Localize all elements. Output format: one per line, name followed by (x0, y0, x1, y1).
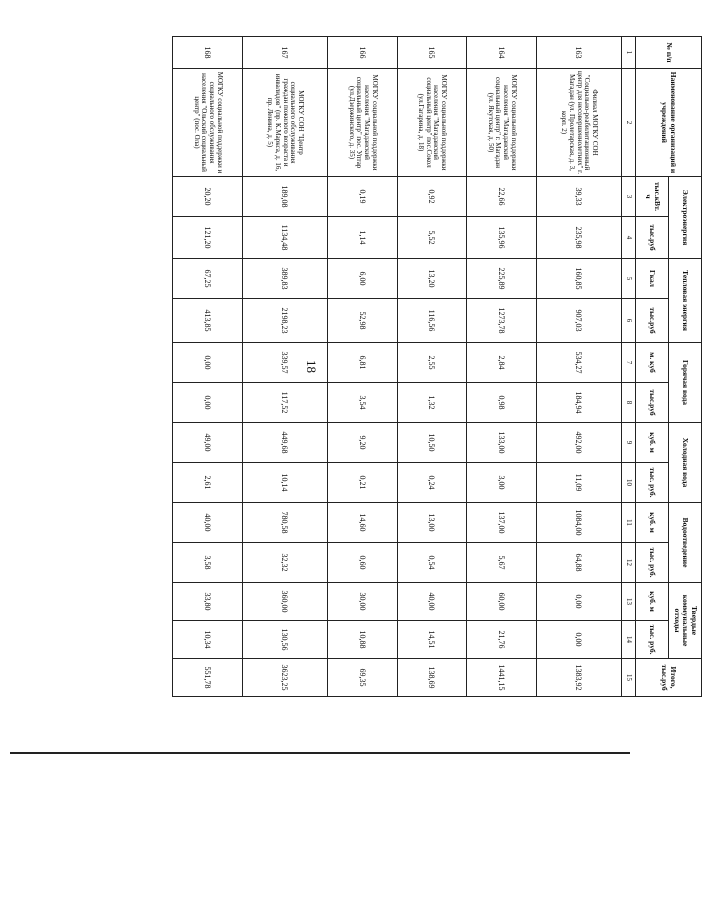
header-group: Электроэнергия (669, 177, 702, 259)
row-number: 168 (173, 37, 243, 69)
column-index-cell: 15 (622, 659, 636, 697)
value-cell: 1,32 (397, 383, 467, 423)
column-index-cell: 4 (622, 217, 636, 259)
utilities-table (172, 36, 702, 697)
value-cell: 492,00 (536, 423, 621, 463)
value-cell: 534,27 (536, 343, 621, 383)
header-num: № п/п (636, 37, 702, 69)
value-cell: 30,00 (327, 583, 397, 621)
value-cell: 0,54 (397, 543, 467, 583)
row-number: 166 (327, 37, 397, 69)
header-unit: куб. м (636, 583, 669, 621)
organization-name: Филиал МОГКУ СОН "Социально-реабилитационный центр для несовершеннолетних" г. Магадан (ул. Пролетарская, д. 3, корп. 2) (536, 69, 621, 177)
organization-name: МОГКУ СОН "Центр социального обслуживания граждан пожилого возраста и инвалидов" (пр. К.Маркса, д. 16, пр. Ленина, д. 5) (242, 69, 327, 177)
value-cell: 189,08 (242, 177, 327, 217)
value-cell: 40,00 (397, 583, 467, 621)
header-name: Наименование организаций и учреждений (636, 69, 702, 177)
value-cell: 67,25 (173, 259, 243, 299)
value-cell: 49,00 (173, 423, 243, 463)
value-cell: 1134,48 (242, 217, 327, 259)
header-unit: куб. м (636, 423, 669, 463)
header-group: Водоотведение (669, 503, 702, 583)
value-cell: 0,21 (327, 463, 397, 503)
value-cell: 138,69 (397, 659, 467, 697)
table-row (242, 37, 327, 697)
value-cell: 3623,25 (242, 659, 327, 697)
value-cell: 0,00 (536, 621, 621, 659)
value-cell: 5,52 (397, 217, 467, 259)
value-cell: 3,00 (467, 463, 537, 503)
row-number: 165 (397, 37, 467, 69)
value-cell: 10,50 (397, 423, 467, 463)
value-cell: 117,52 (242, 383, 327, 423)
column-index-cell: 5 (622, 259, 636, 299)
value-cell: 160,85 (536, 259, 621, 299)
column-index-cell: 2 (622, 69, 636, 177)
value-cell: 22,66 (467, 177, 537, 217)
value-cell: 2,61 (173, 463, 243, 503)
horizontal-rule (10, 752, 630, 754)
page-number: 18 (304, 360, 319, 373)
value-cell: 133,00 (467, 423, 537, 463)
column-index-cell: 3 (622, 177, 636, 217)
value-cell: 3,54 (327, 383, 397, 423)
column-index-cell: 11 (622, 503, 636, 543)
value-cell: 0,00 (173, 383, 243, 423)
table-row (536, 37, 621, 697)
value-cell: 184,94 (536, 383, 621, 423)
value-cell: 360,00 (242, 583, 327, 621)
value-cell: 116,56 (397, 299, 467, 343)
value-cell: 137,00 (467, 503, 537, 543)
header-group: Тепловая энергия (669, 259, 702, 343)
value-cell: 3,58 (173, 543, 243, 583)
value-cell: 0,00 (173, 343, 243, 383)
value-cell: 33,80 (173, 583, 243, 621)
header-unit: тыс.руб (636, 217, 669, 259)
value-cell: 13,00 (397, 503, 467, 543)
value-cell: 6,00 (327, 259, 397, 299)
header-unit: тыс. руб. (636, 543, 669, 583)
value-cell: 0,98 (467, 383, 537, 423)
column-index-cell: 12 (622, 543, 636, 583)
value-cell: 1273,78 (467, 299, 537, 343)
value-cell: 0,92 (397, 177, 467, 217)
column-index-cell: 10 (622, 463, 636, 503)
header-unit: куб. м (636, 503, 669, 543)
table-body (173, 37, 636, 697)
table-row (327, 37, 397, 697)
header-unit: тыс. руб. (636, 621, 669, 659)
value-cell: 69,35 (327, 659, 397, 697)
header-unit: Гкал (636, 259, 669, 299)
value-cell: 20,20 (173, 177, 243, 217)
value-cell: 121,20 (173, 217, 243, 259)
value-cell: 389,83 (242, 259, 327, 299)
rotated-table-wrapper (172, 36, 702, 696)
value-cell: 10,34 (173, 621, 243, 659)
value-cell: 449,68 (242, 423, 327, 463)
table-row (467, 37, 537, 697)
value-cell: 2,84 (467, 343, 537, 383)
column-index-cell: 9 (622, 423, 636, 463)
value-cell: 0,00 (536, 583, 621, 621)
value-cell: 60,00 (467, 583, 537, 621)
header-group: Горячая вода (669, 343, 702, 423)
value-cell: 2,55 (397, 343, 467, 383)
value-cell: 5,67 (467, 543, 537, 583)
value-cell: 551,78 (173, 659, 243, 697)
value-cell: 11,09 (536, 463, 621, 503)
value-cell: 225,89 (467, 259, 537, 299)
column-index-cell: 8 (622, 383, 636, 423)
row-number: 164 (467, 37, 537, 69)
header-unit: тыс.руб (636, 299, 669, 343)
value-cell: 0,19 (327, 177, 397, 217)
column-index-cell: 7 (622, 343, 636, 383)
value-cell: 0,24 (397, 463, 467, 503)
header-unit: тыс. руб. (636, 463, 669, 503)
header-total: Итого, тыс.руб (636, 659, 702, 697)
header-group: Твердые коммунальные отходы (669, 583, 702, 659)
row-number: 163 (536, 37, 621, 69)
value-cell: 14,60 (327, 503, 397, 543)
value-cell: 413,85 (173, 299, 243, 343)
value-cell: 339,57 (242, 343, 327, 383)
organization-name: МОГКУ социальной поддержки населения "Магаданский социальный центр" пос.Сокол (ул.Гагарина, д. 18) (397, 69, 467, 177)
value-cell: 64,88 (536, 543, 621, 583)
value-cell: 2198,23 (242, 299, 327, 343)
value-cell: 780,58 (242, 503, 327, 543)
value-cell: 907,03 (536, 299, 621, 343)
header-row-groups (669, 37, 702, 697)
table-row (397, 37, 467, 697)
value-cell: 10,14 (242, 463, 327, 503)
value-cell: 39,33 (536, 177, 621, 217)
column-index-cell: 1 (622, 37, 636, 69)
value-cell: 130,56 (242, 621, 327, 659)
value-cell: 52,98 (327, 299, 397, 343)
row-number: 167 (242, 37, 327, 69)
value-cell: 1383,92 (536, 659, 621, 697)
organization-name: МОГКУ социальной поддержки и социального обслуживания населения "Ольский социальный центр" (пос. Ола) (173, 69, 243, 177)
value-cell: 10,88 (327, 621, 397, 659)
column-index-cell: 6 (622, 299, 636, 343)
header-unit: м. куб (636, 343, 669, 383)
organization-name: МОГКУ социальной поддержки населения "Магаданский социальный центр" пос. Уптар (ул.Дзержинского, д. 35) (327, 69, 397, 177)
value-cell: 6,81 (327, 343, 397, 383)
table-row (173, 37, 243, 697)
column-index-row (622, 37, 636, 697)
value-cell: 21,76 (467, 621, 537, 659)
value-cell: 40,00 (173, 503, 243, 543)
header-unit: тыс.руб (636, 383, 669, 423)
value-cell: 0,60 (327, 543, 397, 583)
value-cell: 14,51 (397, 621, 467, 659)
value-cell: 13,20 (397, 259, 467, 299)
value-cell: 135,96 (467, 217, 537, 259)
organization-name: МОГКУ социальной поддержки населения "Магаданский социальный центр" г. Магадан (ул. Якутская, д. 50) (467, 69, 537, 177)
column-index-cell: 13 (622, 583, 636, 621)
column-index-cell: 14 (622, 621, 636, 659)
value-cell: 235,98 (536, 217, 621, 259)
value-cell: 1,14 (327, 217, 397, 259)
header-group: Холодная вода (669, 423, 702, 503)
value-cell: 1084,00 (536, 503, 621, 543)
value-cell: 32,32 (242, 543, 327, 583)
header-unit: тыс.кВт. ч (636, 177, 669, 217)
value-cell: 9,20 (327, 423, 397, 463)
value-cell: 1441,15 (467, 659, 537, 697)
